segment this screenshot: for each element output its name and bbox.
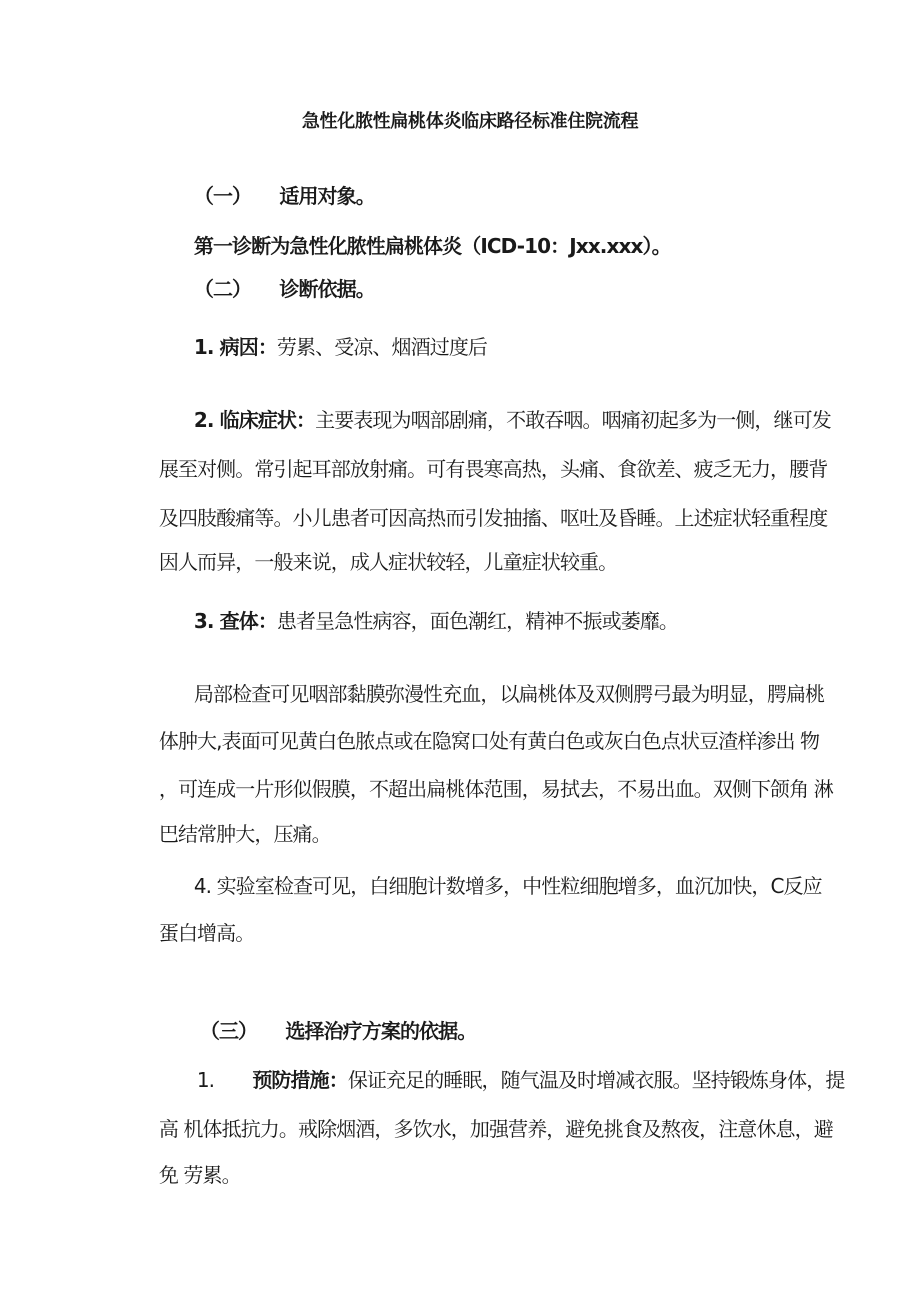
para-physical-exam (172, 582, 678, 660)
para-prevention-line-3 (137, 1136, 241, 1214)
heading-section-one-label: （一） 适用对象。 (193, 184, 375, 208)
para-symptoms-text-3: 及四肢酸痛等。小儿患者可因高热而引发抽搐、呕吐及昏睡。上述症状轻重程度 (158, 506, 828, 530)
para-symptoms-label: 2. 临床症状： (193, 408, 316, 432)
para-prevention-label: 预防措施： (252, 1068, 348, 1092)
para-lab-findings-text-1: 4. 实验室检查可见，白细胞计数增多，中性粒细胞增多，血沉加快，C反应 (193, 874, 822, 898)
heading-section-two-label: （二） 诊断依据。 (193, 277, 375, 301)
para-etiology-label: 1. 病因： (193, 335, 277, 359)
para-lab-findings-line-1 (172, 847, 822, 925)
para-prevention-text-1: 保证充足的睡眠，随气温及时增减衣服。坚持锻炼身体，提 (347, 1068, 845, 1092)
para-etiology-text: 劳累、受凉、烟酒过度后 (276, 335, 488, 359)
para-symptoms-text-2: 展至对侧。常引起耳部放射痛。可有畏寒高热，头痛、食欲差、疲乏无力，腰背 (158, 457, 828, 481)
para-first-diagnosis-text: 第一诊断为急性化脓性扁桃体炎（ICD-10：Jxx.xxx）。 (193, 234, 671, 258)
para-symptoms-text-4: 因人而异，一般来说，成人症状较轻，儿童症状较重。 (158, 550, 618, 574)
para-etiology (172, 308, 487, 386)
para-local-exam-text-3: ，可连成一片形似假膜，不超出扁桃体范围，易拭去，不易出血。双侧下颌角 淋 (158, 777, 833, 801)
para-local-exam-text-1: 局部检查可见咽部黏膜弥漫性充血，以扁桃体及双侧腭弓最为明显，腭扁桃 (193, 682, 825, 706)
para-lab-findings-line-2 (137, 894, 254, 972)
para-physical-exam-text: 患者呈急性病容，面色潮红，精神不振或萎靡。 (276, 609, 679, 633)
document-title: 急性化脓性扁桃体炎临床路径标准住院流程 (301, 111, 639, 132)
para-symptoms-text-1: 主要表现为咽部剧痛，不敢吞咽。咽痛初起多为一侧，继可发 (315, 408, 831, 432)
para-local-exam-text-4: 巴结常肿大，压痛。 (158, 822, 331, 846)
para-prevention-number: 1. (196, 1068, 253, 1092)
para-prevention-line-2 (137, 1090, 833, 1168)
para-local-exam-text-2: 体肿大,表面可见黄白色脓点或在隐窝口处有黄白色或灰白色点状豆渣样渗出 物 (158, 729, 820, 753)
para-prevention-text-2: 高 机体抵抗力。戒除烟酒，多饮水，加强营养，避免挑食及熬夜，注意休息，避 (158, 1117, 833, 1141)
para-physical-exam-label: 3. 查体： (193, 609, 277, 633)
heading-section-three-label: （三） 选择治疗方案的依据。 (199, 1019, 477, 1043)
para-prevention-text-3: 免 劳累。 (158, 1163, 241, 1187)
para-lab-findings-text-2: 蛋白增高。 (158, 921, 255, 945)
